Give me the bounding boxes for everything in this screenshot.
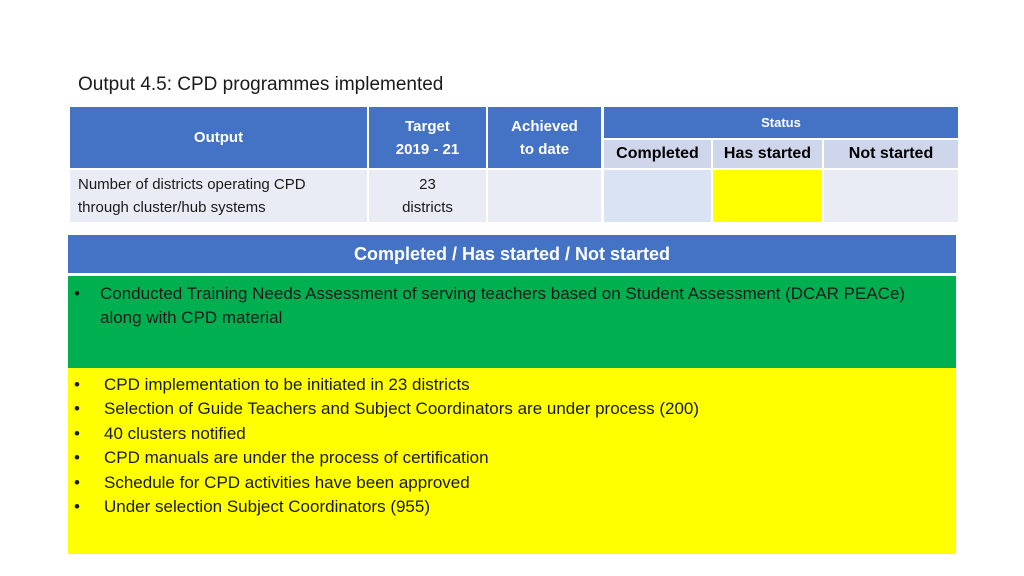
row-status-has-started (713, 170, 822, 222)
started-item: • Schedule for CPD activities have been approved (68, 471, 956, 495)
header-achieved: Achieved to date (488, 107, 601, 168)
completed-item: • Conducted Training Needs Assessment of serving teachers based on Student Assessment (DCAR PEACe) along with CPD material (68, 282, 956, 331)
subheader-not-started: Not started (824, 140, 958, 168)
header-status: Status (604, 107, 958, 138)
completed-section (68, 276, 956, 368)
started-item: • Selection of Guide Teachers and Subject Coordinators are under process (200) (68, 397, 956, 421)
row-target: 23 districts (369, 170, 486, 222)
row-output: Number of districts operating CPD through cluster/hub systems (70, 170, 367, 222)
row-status-completed (604, 170, 711, 222)
header-output: Output (70, 107, 367, 168)
started-item: • CPD implementation to be initiated in 23 districts (68, 373, 956, 397)
row-status-not-started (824, 170, 958, 222)
started-item: • 40 clusters notified (68, 422, 956, 446)
subheader-has-started: Has started (713, 140, 822, 168)
subheader-completed: Completed (604, 140, 711, 168)
started-section (68, 368, 956, 554)
started-item: • Under selection Subject Coordinators (955) (68, 495, 956, 519)
row-achieved (488, 170, 601, 222)
header-target: Target 2019 - 21 (369, 107, 486, 168)
status-legend-bar: Completed / Has started / Not started (68, 235, 956, 273)
page-title: Output 4.5: CPD programmes implemented (78, 74, 444, 95)
started-item: • CPD manuals are under the process of certification (68, 446, 956, 470)
